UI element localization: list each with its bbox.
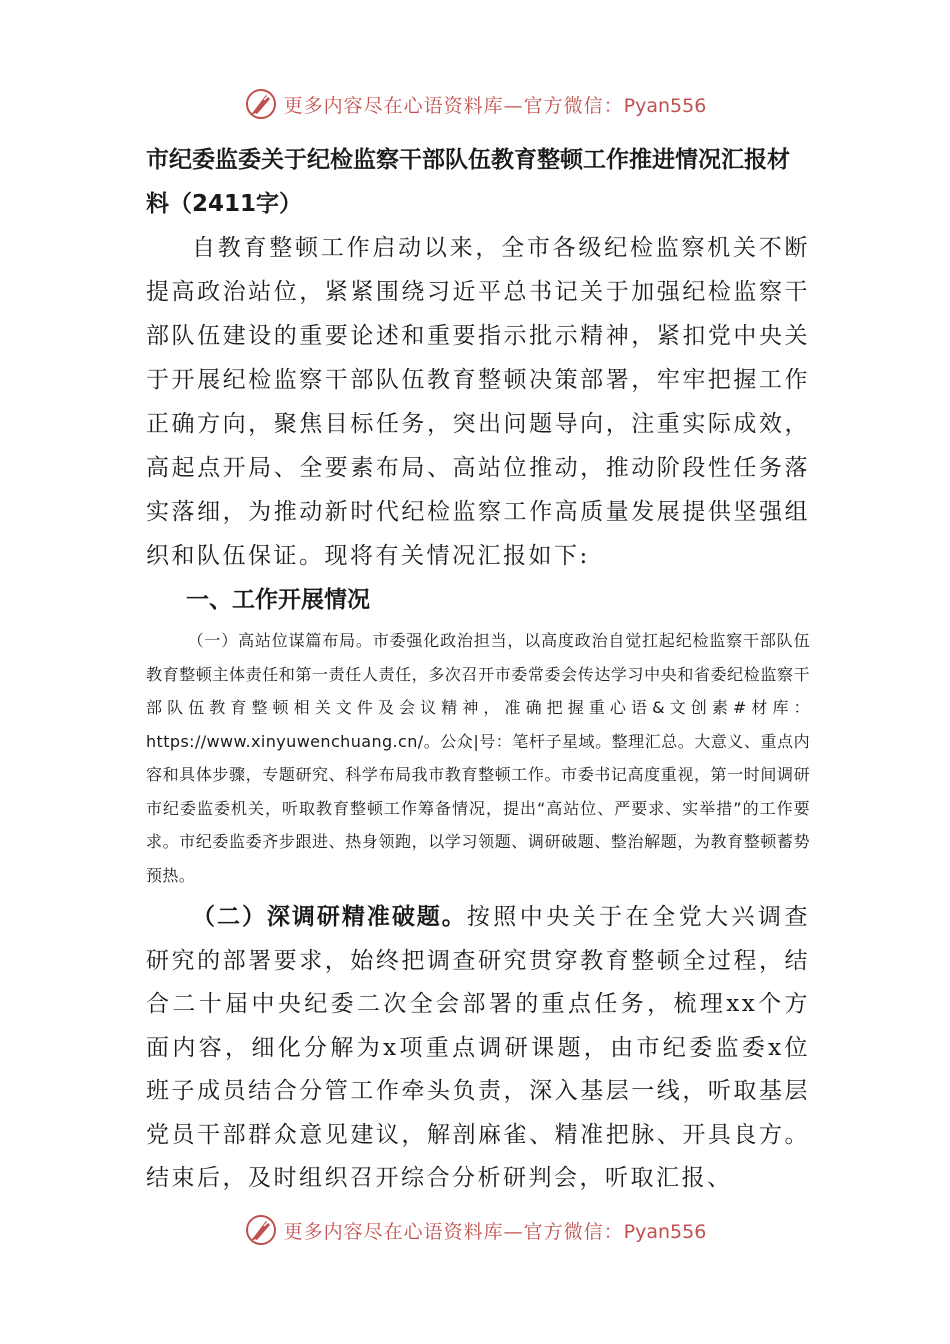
item-1-paragraph: （一）高站位谋篇布局。市委强化政治担当，以高度政治自觉扛起纪检监察干部队伍教育整顿主体责任和第一责任人责任，多次召开市委常委会传达学习中央和省委纪检监察干部队伍教育整顿相关文件及会议精神，准确把握重心语&文创素#材库：https://www.xinyuwenchuang.cn/。公众|号：笔杆子星域。整理汇总。大意义、重点内容和具体步骤，专题研究、科学布局我市教育整顿工作。市委书记高度重视，第一时间调研市纪委监委机关，听取教育整顿工作筹备情况，提出“高站位、严要求、实举措”的工作要求。市纪委监委齐步跟进、热身领跑，以学习领题、调研破题、整治解题，为教育整顿蓄势预热。 <box>146 631 810 885</box>
intro-paragraph: 自教育整顿工作启动以来，全市各级纪检监察机关不断提高政治站位，紧紧围绕习近平总书记关于加强纪检监察干部队伍建设的重要论述和重要指示批示精神，紧扣党中央关于开展纪检监察干部队伍教育整顿决策部署，牢牢把握工作正确方向，聚焦目标任务，突出问题导向，注重实际成效，高起点开局、全要素布局、高站位推动，推动阶段性任务落实落细，为推动新时代纪检监察工作高质量发展提供坚强组织和队伍保证。现将有关情况汇报如下: <box>146 235 810 569</box>
document-body <box>146 138 810 1201</box>
item-2-paragraph <box>146 896 810 1201</box>
item-2-body: 按照中央关于在全党大兴调查研究的部署要求，始终把调查研究贯穿教育整顿全过程，结合二十届中央纪委二次全会部署的重点任务，梳理xx个方面内容，细化分解为x项重点调研课题，由市纪委监委x位班子成员结合分管工作牵头负责，深入基层一线，听取基层党员干部群众意见建议，解剖麻雀、精准把脉、开具良方。结束后，及时组织召开综合分析研判会，听取汇报、 <box>146 904 811 1191</box>
banner-text: 更多内容尽在心语资料库—官方微信：Pyan556 <box>283 1220 707 1243</box>
pen-nib-logo-icon <box>244 87 278 121</box>
footer-banner <box>0 1210 950 1250</box>
banner-text: 更多内容尽在心语资料库—官方微信：Pyan556 <box>283 94 707 117</box>
section-heading: 一、工作开展情况 <box>186 587 370 613</box>
pen-nib-logo-icon <box>244 1213 278 1247</box>
header-banner <box>0 84 950 124</box>
item-2-lead: （二）深调研精准破题。 <box>192 904 467 930</box>
document-title: 市纪委监委关于纪检监察干部队伍教育整顿工作推进情况汇报材料（2411字） <box>146 147 790 217</box>
